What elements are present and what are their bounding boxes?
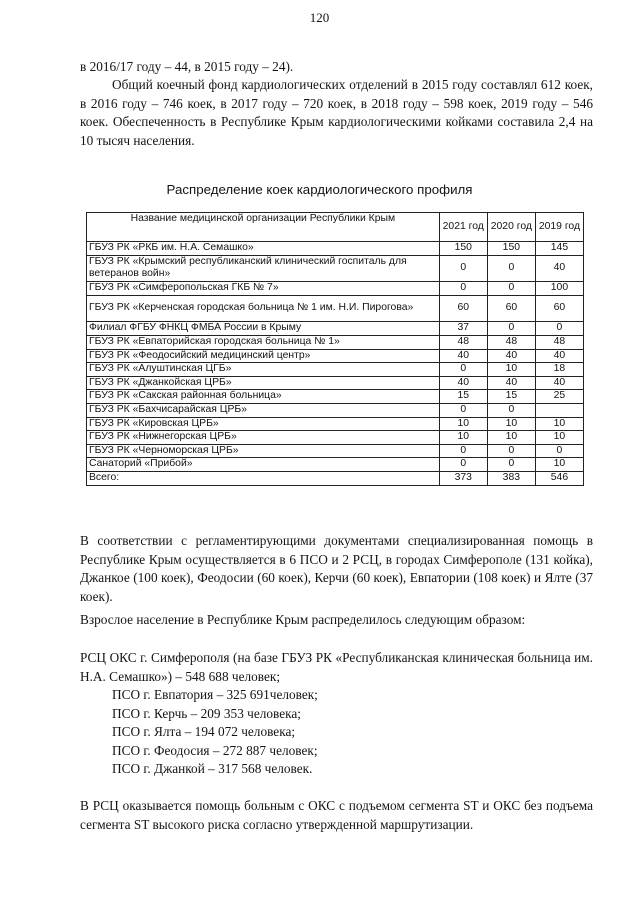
cell-2020: 0 (487, 322, 535, 336)
cell-2020: 383 (487, 471, 535, 485)
cell-2019: 0 (535, 322, 583, 336)
table-row (87, 431, 584, 445)
table-row (87, 282, 584, 296)
cell-2021: 150 (439, 242, 487, 256)
table-row (87, 349, 584, 363)
cell-2020: 0 (487, 403, 535, 417)
row-name-cell: ГБУЗ РК «Керченская городская больница № 1 им. Н.И. Пирогова» (87, 295, 440, 322)
beds-table (86, 212, 584, 486)
intro-line: в 2016/17 году – 44, в 2015 году – 24). (80, 59, 294, 74)
row-name-cell: ГБУЗ РК «Феодосийский медицинский центр» (87, 349, 440, 363)
cell-2019: 10 (535, 431, 583, 445)
cell-2021: 40 (439, 349, 487, 363)
cell-2020: 150 (487, 242, 535, 256)
list-item: ПСО г. Джанкой – 317 568 человек. (112, 761, 313, 776)
table-row (87, 295, 584, 322)
cell-2021: 10 (439, 431, 487, 445)
cell-2019: 18 (535, 363, 583, 377)
cell-2019: 0 (535, 444, 583, 458)
cell-2019: 40 (535, 349, 583, 363)
cell-2021: 37 (439, 322, 487, 336)
cell-2019: 60 (535, 295, 583, 322)
cell-2021: 0 (439, 403, 487, 417)
cell-2021: 60 (439, 295, 487, 322)
cell-2020: 15 (487, 390, 535, 404)
cell-2019 (535, 403, 583, 417)
table-title: Распределение коек кардиологического профиля (166, 182, 473, 197)
cell-2020: 0 (487, 458, 535, 472)
cell-2021: 15 (439, 390, 487, 404)
row-name-cell: ГБУЗ РК «Бахчисарайская ЦРБ» (87, 403, 440, 417)
cell-2021: 0 (439, 458, 487, 472)
paragraph-routing (80, 797, 593, 834)
cell-2019: 100 (535, 282, 583, 296)
row-name-cell: ГБУЗ РК «Алуштинская ЦГБ» (87, 363, 440, 377)
cell-2021: 0 (439, 282, 487, 296)
intro-paragraph-text: Общий коечный фонд кардиологических отделений в 2015 году составлял 612 коек, в 2016 году – 746 коек, в 2017 году – 720 коек, в 2018 году – 598 коек, 2019 году – 546 коек. Обеспеченность в Республике Крым кардиологическими койками составила 2,4 на 10 тысяч населения. (80, 77, 593, 148)
paragraph-rsc-text: РСЦ ОКС г. Симферополя (на базе ГБУЗ РК «Республиканская клиническая больница им. Н.А. Семашко») – 548 688 человек; (80, 650, 593, 684)
cell-2021: 10 (439, 417, 487, 431)
table-row (87, 403, 584, 417)
table-row (87, 444, 584, 458)
cell-2020: 10 (487, 417, 535, 431)
row-name-cell: ГБУЗ РК «Кировская ЦРБ» (87, 417, 440, 431)
cell-2019: 40 (535, 376, 583, 390)
paragraph-compliance-text: В соответствии с регламентирующими документами специализированная помощь в Республике Крым осуществляется в 6 ПСО и 2 РСЦ, в городах Симферополе (131 койка), Джанкое (100 коек), Феодосии (60 коек), Керчи (60 коек), Евпатории (108 коек) и Ялте (37 коек). (80, 533, 593, 604)
cell-2020: 10 (487, 431, 535, 445)
paragraph-rsc (80, 649, 593, 686)
table-row (87, 417, 584, 431)
paragraph-compliance (80, 532, 593, 606)
cell-2019: 10 (535, 417, 583, 431)
header-2021: 2021 год (439, 213, 487, 242)
table-row (87, 363, 584, 377)
cell-2021: 40 (439, 376, 487, 390)
row-name-cell: Филиал ФГБУ ФНКЦ ФМБА России в Крыму (87, 322, 440, 336)
row-name-cell: ГБУЗ РК «Симферопольская ГКБ № 7» (87, 282, 440, 296)
row-name-cell: Всего: (87, 471, 440, 485)
table-header-row (87, 213, 584, 242)
cell-2021: 48 (439, 335, 487, 349)
cell-2021: 0 (439, 363, 487, 377)
cell-2019: 546 (535, 471, 583, 485)
cell-2021: 0 (439, 444, 487, 458)
page-number: 120 (309, 10, 330, 25)
cell-2019: 10 (535, 458, 583, 472)
table-row (87, 322, 584, 336)
cell-2020: 48 (487, 335, 535, 349)
table-row (87, 390, 584, 404)
table-row (87, 242, 584, 256)
table-row (87, 376, 584, 390)
cell-2021: 373 (439, 471, 487, 485)
cell-2019: 145 (535, 242, 583, 256)
row-name-cell: ГБУЗ РК «Джанкойская ЦРБ» (87, 376, 440, 390)
list-item: ПСО г. Евпатория – 325 691человек; (112, 687, 318, 702)
list-item: ПСО г. Ялта – 194 072 человека; (112, 724, 296, 739)
paragraph-population-text: Взрослое население в Республике Крым распределилось следующим образом: (80, 612, 526, 627)
table-row (87, 458, 584, 472)
cell-2019: 25 (535, 390, 583, 404)
header-2019: 2019 год (535, 213, 583, 242)
table-row (87, 335, 584, 349)
cell-2020: 10 (487, 363, 535, 377)
row-name-cell: ГБУЗ РК «Евпаторийская городская больница № 1» (87, 335, 440, 349)
cell-2020: 40 (487, 376, 535, 390)
header-name: Название медицинской организации Республики Крым (87, 213, 440, 242)
row-name-cell: ГБУЗ РК «Сакская районная больница» (87, 390, 440, 404)
cell-2020: 0 (487, 444, 535, 458)
list-item: ПСО г. Феодосия – 272 887 человек; (112, 743, 318, 758)
cell-2020: 40 (487, 349, 535, 363)
paragraph-population (80, 611, 593, 630)
paragraph-routing-text: В РСЦ оказывается помощь больным с ОКС с подъемом сегмента ST и ОКС без подъема сегмента ST высокого риска согласно утвержденной маршрутизации. (80, 798, 593, 832)
table-row (87, 471, 584, 485)
intro-paragraph (80, 76, 593, 150)
header-2020: 2020 год (487, 213, 535, 242)
list-item: ПСО г. Керчь – 209 353 человека; (112, 706, 301, 721)
table-row (87, 255, 584, 282)
row-name-cell: ГБУЗ РК «Нижнегорская ЦРБ» (87, 431, 440, 445)
cell-2020: 60 (487, 295, 535, 322)
row-name-cell: ГБУЗ РК «Крымский республиканский клинический госпиталь для ветеранов войн» (87, 255, 440, 282)
cell-2019: 48 (535, 335, 583, 349)
row-name-cell: ГБУЗ РК «Черноморская ЦРБ» (87, 444, 440, 458)
cell-2021: 0 (439, 255, 487, 282)
row-name-cell: Санаторий «Прибой» (87, 458, 440, 472)
cell-2019: 40 (535, 255, 583, 282)
row-name-cell: ГБУЗ РК «РКБ им. Н.А. Семашко» (87, 242, 440, 256)
cell-2020: 0 (487, 255, 535, 282)
cell-2020: 0 (487, 282, 535, 296)
